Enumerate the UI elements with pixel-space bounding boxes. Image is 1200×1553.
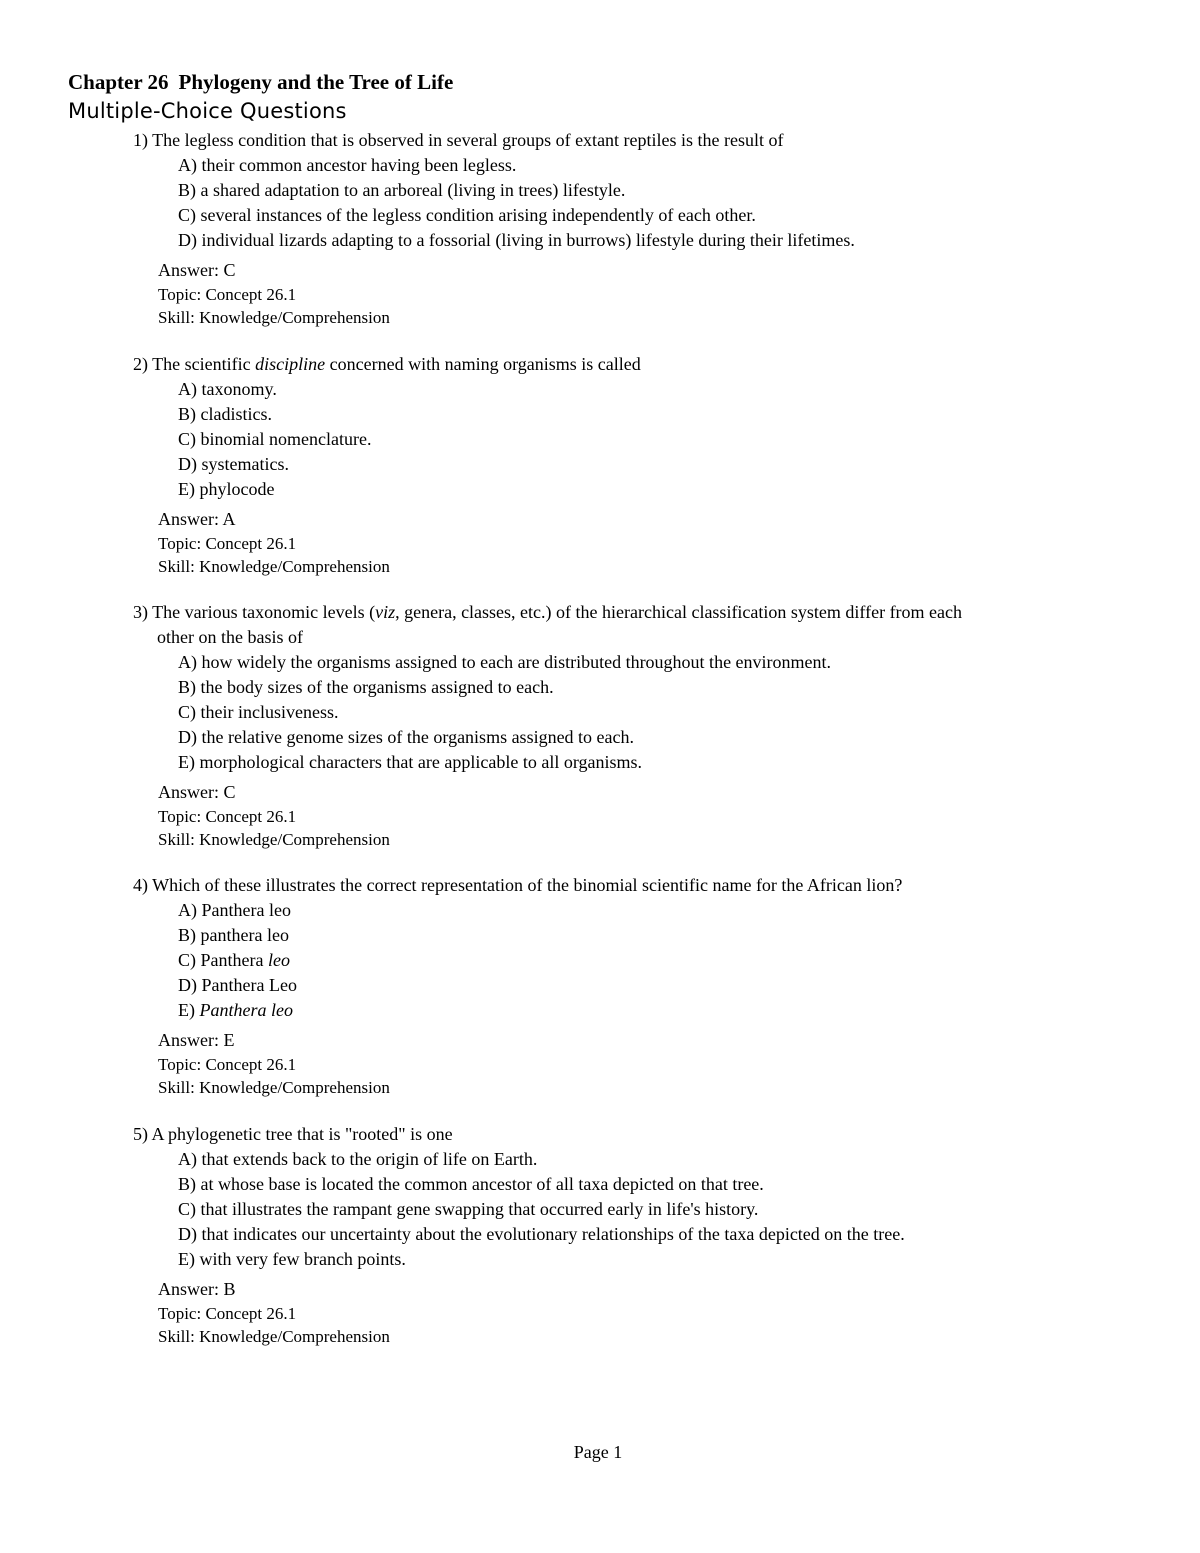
choice-a: A) taxonomy. xyxy=(178,379,277,399)
choice-a: A) that extends back to the origin of life on Earth. xyxy=(178,1149,538,1169)
choice-list xyxy=(178,153,855,253)
skill-line: Skill: Knowledge/Comprehension xyxy=(158,830,390,849)
choice-c: C) several instances of the legless condition arising independently of each other. xyxy=(178,205,756,225)
choice-emphasis: leo xyxy=(267,950,290,970)
choice-text: C) Panthera xyxy=(178,950,268,970)
answer-line: Answer: A xyxy=(158,509,236,529)
question-stem xyxy=(133,352,1113,377)
choice-b: B) panthera leo xyxy=(178,925,289,945)
topic-line: Topic: Concept 26.1 xyxy=(158,807,297,826)
choice-list xyxy=(178,898,297,1023)
answer-line: Answer: C xyxy=(158,782,236,802)
choice-e: E) phylocode xyxy=(178,479,275,499)
choice-d: D) the relative genome sizes of the organisms assigned to each. xyxy=(178,727,635,747)
choice-d: D) Panthera Leo xyxy=(178,975,297,995)
choice-e: E) morphological characters that are applicable to all organisms. xyxy=(178,752,642,772)
question-stem xyxy=(133,600,1113,650)
question-stem: 4) Which of these illustrates the correct representation of the binomial scientific name for the African lion? xyxy=(133,875,903,895)
choice-c: C) binomial nomenclature. xyxy=(178,429,372,449)
choice-list xyxy=(178,1147,905,1272)
stem-text: 3) The various taxonomic levels ( xyxy=(133,602,376,622)
skill-line: Skill: Knowledge/Comprehension xyxy=(158,308,390,327)
page-number: Page 1 xyxy=(573,1442,623,1462)
topic-line: Topic: Concept 26.1 xyxy=(158,285,297,304)
choice-emphasis: Panthera leo xyxy=(199,1000,293,1020)
stem-text: , genera, classes, etc.) of the hierarchical classification system differ from each xyxy=(395,602,963,622)
question-meta xyxy=(158,1277,390,1348)
choice-b: B) a shared adaptation to an arboreal (living in trees) lifestyle. xyxy=(178,180,626,200)
choice-c xyxy=(178,948,297,973)
stem-continuation: other on the basis of xyxy=(157,627,303,647)
stem-emphasis: discipline xyxy=(255,354,326,374)
chapter-title xyxy=(68,70,453,95)
question-meta xyxy=(158,507,390,578)
choice-b: B) at whose base is located the common ancestor of all taxa depicted on that tree. xyxy=(178,1174,764,1194)
choice-list xyxy=(178,377,371,502)
answer-line: Answer: E xyxy=(158,1030,235,1050)
choice-a: A) Panthera leo xyxy=(178,900,291,920)
chapter-name: Phylogeny and the Tree of Life xyxy=(178,70,454,94)
topic-line: Topic: Concept 26.1 xyxy=(158,1304,297,1323)
answer-line: Answer: B xyxy=(158,1279,236,1299)
stem-emphasis: viz xyxy=(375,602,396,622)
topic-line: Topic: Concept 26.1 xyxy=(158,1055,297,1074)
choice-b: B) the body sizes of the organisms assigned to each. xyxy=(178,677,554,697)
choice-b: B) cladistics. xyxy=(178,404,272,424)
question-stem: 5) A phylogenetic tree that is "rooted" is one xyxy=(133,1124,453,1144)
topic-line: Topic: Concept 26.1 xyxy=(158,534,297,553)
choice-e: E) with very few branch points. xyxy=(178,1249,406,1269)
question-meta xyxy=(158,1028,390,1099)
section-title: Multiple-Choice Questions xyxy=(68,99,347,123)
question-meta xyxy=(158,780,390,851)
skill-line: Skill: Knowledge/Comprehension xyxy=(158,1327,390,1346)
skill-line: Skill: Knowledge/Comprehension xyxy=(158,557,390,576)
choice-a: A) their common ancestor having been legless. xyxy=(178,155,517,175)
answer-line: Answer: C xyxy=(158,260,236,280)
choice-e xyxy=(178,998,297,1023)
stem-text: concerned with naming organisms is called xyxy=(325,354,641,374)
question-meta xyxy=(158,258,390,329)
skill-line: Skill: Knowledge/Comprehension xyxy=(158,1078,390,1097)
choice-text: E) xyxy=(178,1000,200,1020)
choice-d: D) systematics. xyxy=(178,454,289,474)
chapter-number: Chapter 26 xyxy=(68,70,169,94)
choice-a: A) how widely the organisms assigned to each are distributed throughout the environment. xyxy=(178,652,832,672)
stem-text: 2) The scientific xyxy=(133,354,256,374)
question-stem: 1) The legless condition that is observed in several groups of extant reptiles is the result of xyxy=(133,130,784,150)
page-footer xyxy=(0,1442,1200,1463)
choice-d: D) individual lizards adapting to a fossorial (living in burrows) lifestyle during their lifetimes. xyxy=(178,230,855,250)
choice-d: D) that indicates our uncertainty about the evolutionary relationships of the taxa depicted on the tree. xyxy=(178,1224,905,1244)
choice-list xyxy=(178,650,831,775)
choice-c: C) their inclusiveness. xyxy=(178,702,339,722)
choice-c: C) that illustrates the rampant gene swapping that occurred early in life's history. xyxy=(178,1199,759,1219)
